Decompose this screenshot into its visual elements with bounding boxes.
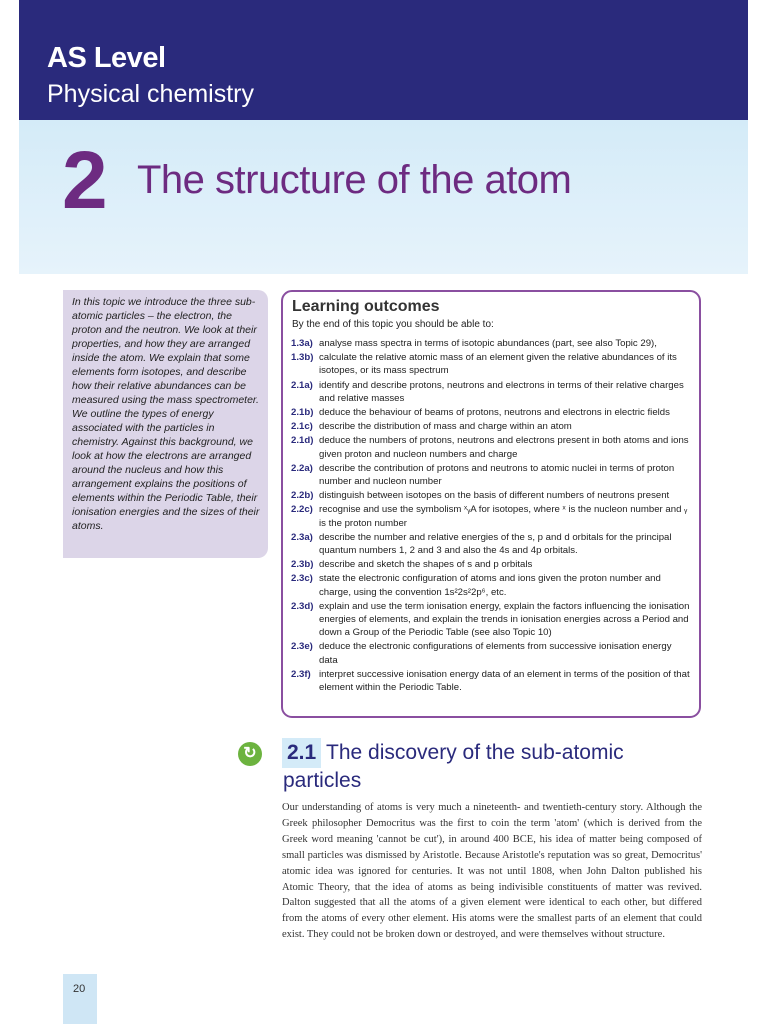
- learning-outcome-text: deduce the electronic configurations of elements from successive ionisation energy data: [319, 641, 672, 666]
- header-level: AS Level: [47, 42, 166, 74]
- learning-outcome-code: 2.3e): [291, 641, 313, 653]
- learning-outcome-item: [291, 572, 691, 598]
- learning-outcome-code: 2.2a): [291, 462, 313, 474]
- learning-outcome-text: describe the contribution of protons and neutrons to atomic nuclei in terms of proton number and nucleon number: [319, 462, 675, 488]
- learning-outcome-item: [291, 503, 691, 529]
- learning-outcome-item: [291, 668, 691, 694]
- learning-outcome-item: [291, 640, 691, 666]
- section-body-text: Our understanding of atoms is very much a nineteenth- and twentieth-century story. Although the Greek philosopher Democritus was the first to coin the term 'atom' (which is derived from the Greek word meaning 'cannot be cut'), in around 400 BCE, his idea of matter being composed of small particles was dismissed by Aristotle. Because Aristotle's reputation was so great, Democritus' atomic idea was ignored for centuries. It was not until 1808, when John Dalton published his Atomic Theory, that the idea of atoms as being indivisible constituents of matter was revived. Dalton suggested that all the atoms of a given element were identical to each other, but differed from the atoms of every other element. His atoms were the smallest parts of an element that could exist. They could not be broken down or destroyed, and were themselves without structure.: [282, 802, 702, 941]
- learning-outcome-text: deduce the behaviour of beams of protons, neutrons and electrons in electric fields: [319, 407, 670, 419]
- intro-box: [63, 290, 268, 558]
- learning-outcome-text: distinguish between isotopes on the basis of different numbers of neutrons present: [319, 490, 670, 502]
- learning-outcomes-box: [281, 290, 701, 718]
- learning-outcome-item: [291, 558, 691, 571]
- learning-outcome-code: 2.3a): [291, 531, 313, 543]
- intro-text: In this topic we introduce the three sub-atomic particles – the electron, the proton and the neutron. We look at their properties, and how they are arranged inside the atom. We explain that some elements form isotopes, and describe how their relative abundances can be measured using the mass spectrometer. We outline the types of energy associated with the particles in chemistry. Against this background, we look at how the electrons are arranged around the nucleus and how this arrangement explains the positions of elements within the Periodic Table, their ionisation energies and the sizes of their atoms.: [72, 296, 260, 532]
- cycle-arrows-icon: ↻: [238, 742, 262, 766]
- learning-outcome-text: describe the number and relative energies of the s, p and d orbitals for the principal quantum numbers 1, 2 and 3 and also the 4s and 4p orbitals.: [319, 531, 672, 557]
- learning-outcome-item: [291, 406, 691, 419]
- section-title-line2: particles: [283, 769, 362, 792]
- learning-outcome-code: 2.1c): [291, 421, 313, 433]
- learning-outcome-code: 2.1b): [291, 407, 314, 419]
- header-subject: Physical chemistry: [47, 80, 254, 108]
- learning-outcome-code: 2.2c): [291, 504, 313, 516]
- learning-outcome-code: 2.2b): [291, 490, 314, 502]
- learning-outcome-text: interpret successive ionisation energy data of an element in terms of the position of that element within the Periodic Table.: [319, 668, 690, 694]
- learning-outcome-item: [291, 434, 691, 460]
- page-number: 20: [73, 983, 86, 995]
- learning-outcome-text: describe and sketch the shapes of s and p orbitals: [319, 559, 533, 571]
- learning-outcome-item: [291, 489, 691, 502]
- learning-outcome-item: [291, 379, 691, 405]
- learning-outcomes-title: Learning outcomes: [292, 298, 440, 315]
- learning-outcome-text: explain and use the term ionisation energy, explain the factors influencing the ionisation energies of elements, and explain the trends in ionisation energies across a Period and down a Group of the Periodic Table (see also Topic 10): [319, 600, 690, 639]
- learning-outcome-code: 1.3a): [291, 338, 313, 349]
- learning-outcome-item: [291, 337, 691, 350]
- learning-outcome-text: analyse mass spectra in terms of isotopic abundances (part, see also Topic 29),: [319, 338, 657, 349]
- learning-outcome-code: 2.1d): [291, 435, 314, 447]
- chapter-title-band: [19, 120, 748, 274]
- learning-outcome-code: 1.3b): [291, 352, 314, 364]
- learning-outcome-item: [291, 462, 691, 488]
- learning-outcome-text: recognise and use the symbolism ˣᵧA for isotopes, where ˣ is the nucleon number and ᵧ is the proton number: [319, 504, 688, 529]
- learning-outcome-item: [291, 600, 691, 640]
- page-number-tab: [63, 974, 97, 1024]
- learning-outcome-code: 2.3d): [291, 600, 314, 612]
- section-title-line1: The discovery of the sub-atomic: [326, 741, 624, 764]
- learning-outcomes-list: [291, 337, 691, 694]
- learning-outcome-text: deduce the numbers of protons, neutrons and electrons present in both atoms and ions given proton and nucleon numbers and charge: [319, 435, 689, 460]
- learning-outcome-code: 2.3c): [291, 573, 313, 585]
- learning-outcome-item: [291, 351, 691, 377]
- learning-outcome-text: state the electronic configuration of atoms and ions given the proton number and charge, using the convention 1s²2s²2p⁶, etc.: [319, 573, 661, 598]
- learning-outcome-code: 2.3f): [291, 668, 311, 680]
- chapter-title: The structure of the atom: [137, 158, 572, 202]
- learning-outcome-text: describe the distribution of mass and charge within an atom: [319, 421, 572, 433]
- learning-outcome-code: 2.3b): [291, 559, 314, 571]
- chapter-number: 2: [62, 135, 108, 226]
- learning-outcome-item: [291, 420, 691, 433]
- section-number: 2.1: [282, 738, 321, 768]
- learning-outcome-text: identify and describe protons, neutrons and electrons in terms of their relative charges and relative masses: [319, 379, 684, 404]
- learning-outcome-text: calculate the relative atomic mass of an element given the relative abundances of its isotopes, or its mass spectrum: [319, 352, 677, 377]
- learning-outcome-code: 2.1a): [291, 379, 313, 391]
- learning-outcomes-intro: By the end of this topic you should be able to:: [292, 319, 494, 330]
- learning-outcome-item: [291, 531, 691, 557]
